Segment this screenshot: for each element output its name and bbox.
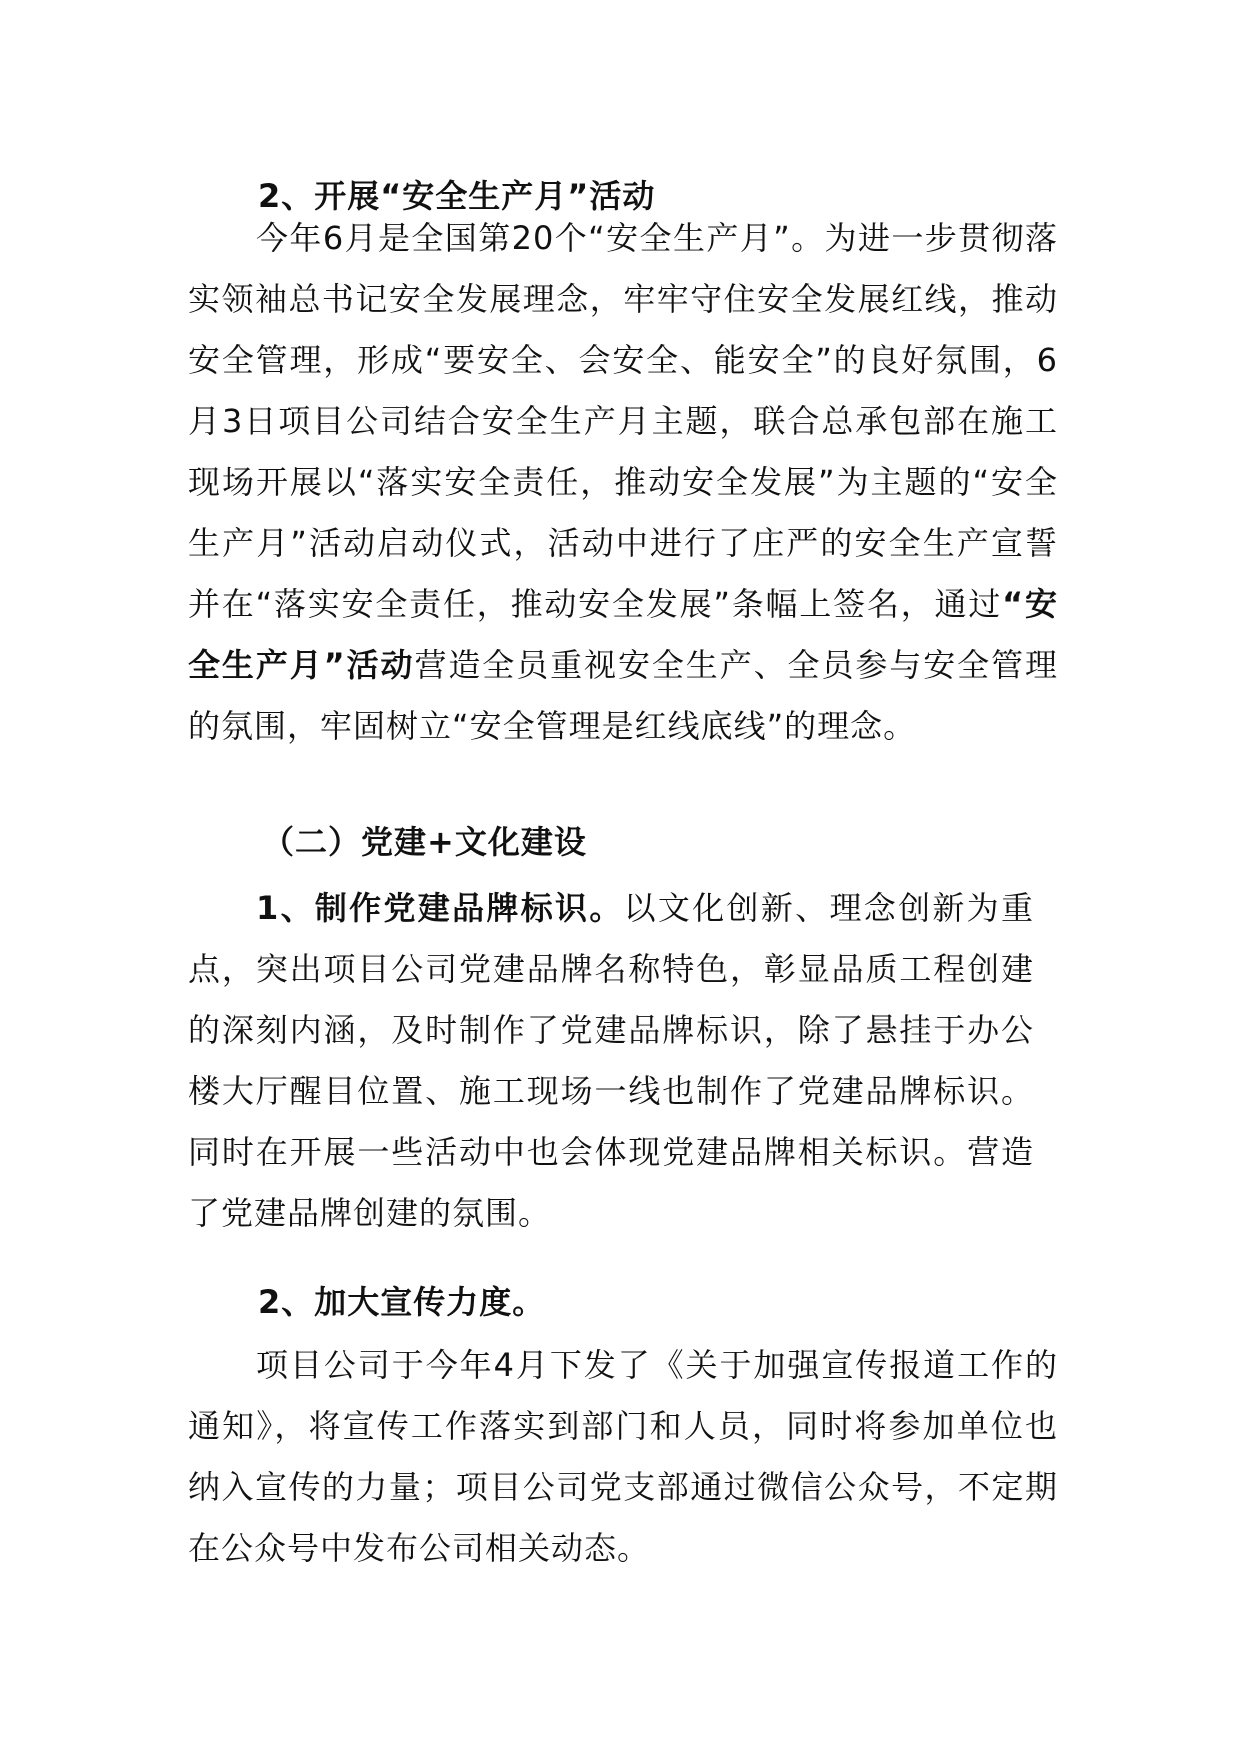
paragraph-text: 今年6月是全国第20个“安全生产月”。为进一步贯彻落实领袖总书记安全发展理念，牢牢守住安全发展红线，推动安全管理，形成“要安全、会安全、能安全”的良好氛围，6月3日项目公司结合安全生产月主题，联合总承包部在施工现场开展以“落实安全责任，推动安全发展”为主题的“安全生产月”活动启动仪式，活动中进行了庄严的安全生产宣誓并在“落实安全责任，推动安全发展”条幅上签名，通过 [188, 219, 1058, 623]
item-heading-publicity: 2、加大宣传力度。 [258, 1283, 546, 1321]
paragraph-bold-phrase: “安全生产月”活动 [188, 585, 1058, 684]
paragraph-text-tail: 营造全员重视安全生产、全员参与安全管理的氛围，牢固树立“安全管理是红线底线”的理念。 [188, 646, 1058, 745]
paragraph-safety-month [188, 208, 1058, 757]
section-heading-safety-month: 2、开展“安全生产月”活动 [258, 177, 656, 215]
paragraph-publicity: 项目公司于今年4月下发了《关于加强宣传报道工作的通知》，将宣传工作落实到部门和人员，同时将参加单位也纳入宣传的力量；项目公司党支部通过微信公众号，不定期在公众号中发布公司相关动态。 [188, 1346, 1058, 1567]
item-heading-brand-logo: 1、制作党建品牌标识。 [256, 889, 624, 927]
item-text-brand-logo: 以文化创新、理念创新为重点，突出项目公司党建品牌名称特色，彰显品质工程创建的深刻内涵，及时制作了党建品牌标识，除了悬挂于办公楼大厅醒目位置、施工现场一线也制作了党建品牌标识。同时在开展一些活动中也会体现党建品牌相关标识。营造了党建品牌创建的氛围。 [188, 889, 1034, 1232]
section-heading-party-culture: （二）党建+文化建设 [262, 823, 587, 861]
paragraph-brand-logo [188, 878, 1034, 1244]
